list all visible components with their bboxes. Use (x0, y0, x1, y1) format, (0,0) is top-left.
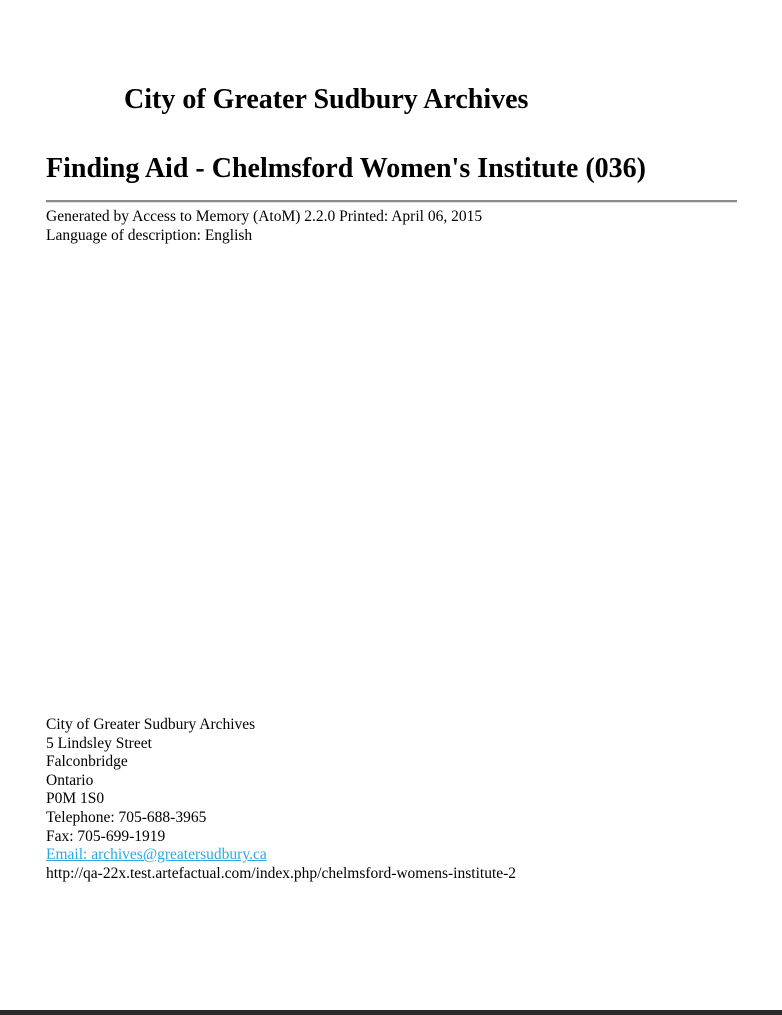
horizontal-rule (46, 200, 737, 202)
contact-city: Falconbridge (46, 753, 128, 771)
contact-postal-code: P0M 1S0 (46, 790, 105, 808)
contact-block (46, 716, 516, 883)
contact-street: 5 Lindsley Street (46, 734, 152, 752)
contact-name: City of Greater Sudbury Archives (46, 716, 256, 733)
email-link[interactable]: Email: archives@greatersudbury.ca (46, 846, 267, 864)
contact-url: http://qa-22x.test.artefactual.com/index.php/chelmsford-womens-institute-2 (46, 864, 517, 882)
meta-block (46, 208, 482, 245)
contact-province: Ontario (46, 771, 94, 789)
contact-telephone: Telephone: 705-688-3965 (46, 808, 207, 826)
finding-aid-title: Finding Aid - Chelmsford Women's Institute (036) (46, 153, 646, 184)
generated-by-line: Generated by Access to Memory (AtoM) 2.2.0 Printed: April 06, 2015 (46, 208, 483, 225)
bottom-page-edge-bar (0, 1010, 782, 1015)
contact-fax: Fax: 705-699-1919 (46, 827, 166, 845)
organization-title: City of Greater Sudbury Archives (124, 84, 529, 115)
language-line: Language of description: English (46, 226, 253, 244)
